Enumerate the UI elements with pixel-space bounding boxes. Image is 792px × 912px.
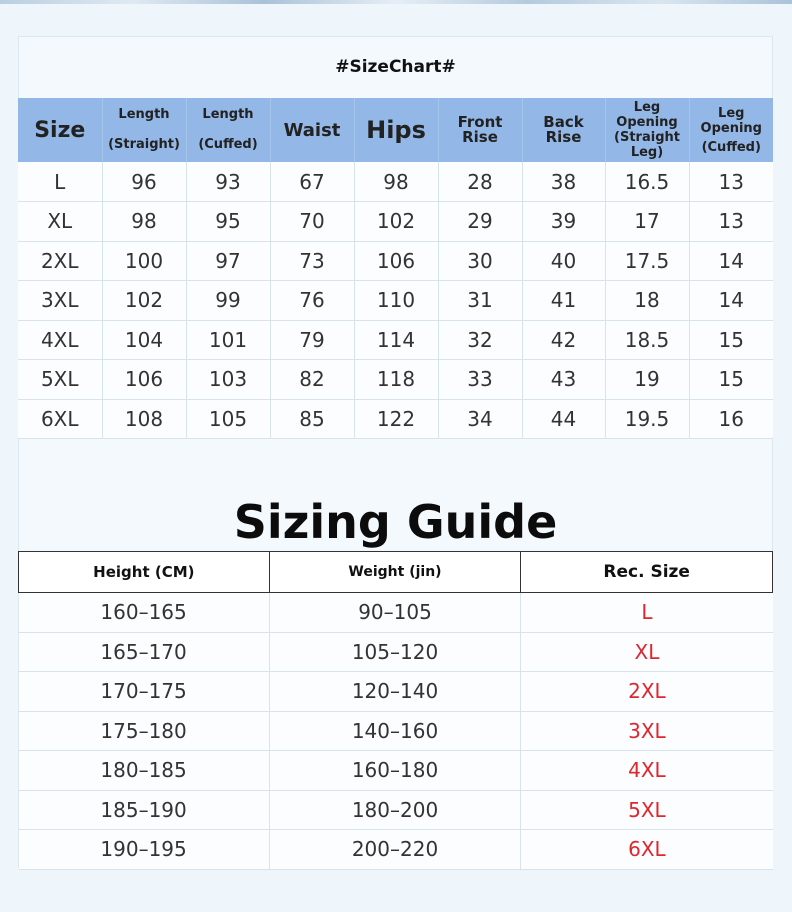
size-chart-cell: 15: [689, 360, 773, 400]
size-chart-row: [18, 320, 773, 360]
size-chart-cell: 14: [689, 241, 773, 281]
header-label-line: Back: [543, 113, 584, 131]
header-label-line: (Straight): [108, 137, 180, 152]
sizing-guide-cell: 200–220: [269, 830, 521, 870]
size-chart-cell: 44: [522, 399, 605, 439]
size-chart-cell: 15: [689, 320, 773, 360]
header-label-line: Opening: [700, 120, 762, 136]
size-chart-cell: 70: [270, 202, 354, 242]
size-chart-cell: 32: [438, 320, 522, 360]
size-chart-cell: 106: [354, 241, 438, 281]
header-rec-size: Rec. Size: [521, 552, 773, 593]
size-chart-row: [18, 281, 773, 321]
size-chart-table: [18, 98, 773, 439]
header-label-line: (Cuffed): [701, 139, 761, 155]
header-label-line: Leg: [633, 100, 661, 115]
size-chart-cell: 118: [354, 360, 438, 400]
size-chart-cell: 73: [270, 241, 354, 281]
sizing-guide-cell: 180–185: [19, 751, 270, 791]
size-chart-row: [18, 162, 773, 202]
size-chart-cell: 85: [270, 399, 354, 439]
size-chart-cell: 16: [689, 399, 773, 439]
sizing-guide-cell: 185–190: [19, 790, 270, 830]
size-chart-header-row: [18, 98, 773, 162]
size-chart-body: [18, 162, 773, 439]
size-chart-cell: 96: [102, 162, 186, 202]
size-chart-row: [18, 241, 773, 281]
recommended-size-cell: 2XL: [521, 672, 773, 712]
size-chart-cell: 98: [102, 202, 186, 242]
size-chart-cell: 19: [605, 360, 689, 400]
size-chart-cell: 102: [102, 281, 186, 321]
size-chart-cell: 16.5: [605, 162, 689, 202]
size-chart-cell: 31: [438, 281, 522, 321]
header-label-line: Leg): [630, 145, 664, 160]
header-front-rise: [438, 98, 522, 162]
header-label-line: Length: [202, 107, 254, 122]
size-chart-cell: 110: [354, 281, 438, 321]
recommended-size-cell: 6XL: [521, 830, 773, 870]
recommended-size-cell: 5XL: [521, 790, 773, 830]
size-chart-cell: 105: [186, 399, 270, 439]
size-chart-cell: 18.5: [605, 320, 689, 360]
size-chart-cell: 97: [186, 241, 270, 281]
sizing-guide-cell: 105–120: [269, 632, 521, 672]
size-chart-cell: 67: [270, 162, 354, 202]
header-waist: [270, 98, 354, 162]
size-chart-row: [18, 360, 773, 400]
header-length-straight: [102, 98, 186, 162]
sizing-guide-cell: 190–195: [19, 830, 270, 870]
size-chart-cell: 17.5: [605, 241, 689, 281]
sizing-guide-row: [19, 672, 773, 712]
size-chart-cell: 79: [270, 320, 354, 360]
size-chart-cell: 98: [354, 162, 438, 202]
header-weight: Weight (jin): [269, 552, 521, 593]
header-label-line: Hips: [366, 116, 426, 144]
size-chart-cell: 38: [522, 162, 605, 202]
sizing-guide-row: [19, 711, 773, 751]
size-chart-cell: 122: [354, 399, 438, 439]
sizing-guide-title: Sizing Guide: [233, 495, 558, 549]
sizing-guide-cell: 160–165: [19, 593, 270, 633]
size-chart-cell: 39: [522, 202, 605, 242]
size-chart-cell: 18: [605, 281, 689, 321]
size-chart-cell: 99: [186, 281, 270, 321]
recommended-size-cell: L: [521, 593, 773, 633]
size-chart-cell: 95: [186, 202, 270, 242]
size-chart-title: #SizeChart#: [335, 57, 456, 77]
size-chart-cell: 13: [689, 202, 773, 242]
size-chart-cell: 100: [102, 241, 186, 281]
header-label-line: Rise: [462, 128, 498, 146]
size-chart-cell: 6XL: [18, 399, 102, 439]
sizing-guide-cell: 175–180: [19, 711, 270, 751]
size-chart-cell: 82: [270, 360, 354, 400]
size-chart-cell: 93: [186, 162, 270, 202]
sizing-guide-cell: 120–140: [269, 672, 521, 712]
size-chart-cell: 114: [354, 320, 438, 360]
size-chart-cell: 13: [689, 162, 773, 202]
header-leg-opening-cuffed: [689, 98, 773, 162]
header-back-rise: [522, 98, 605, 162]
header-size-label: Size: [34, 117, 86, 143]
sizing-guide-table: [18, 551, 773, 870]
size-chart-cell: 14: [689, 281, 773, 321]
top-image-strip: [0, 0, 792, 4]
size-chart-cell: 42: [522, 320, 605, 360]
sizing-guide-row: [19, 830, 773, 870]
size-chart-cell: 43: [522, 360, 605, 400]
size-chart-row: [18, 399, 773, 439]
header-leg-opening-straight: [605, 98, 689, 162]
size-chart-cell: 33: [438, 360, 522, 400]
size-chart-cell: XL: [18, 202, 102, 242]
size-chart-cell: 28: [438, 162, 522, 202]
header-label-line: (Cuffed): [198, 137, 258, 152]
size-chart-cell: 104: [102, 320, 186, 360]
sizing-guide-cell: 160–180: [269, 751, 521, 791]
size-chart-cell: 5XL: [18, 360, 102, 400]
header-label-line: Opening: [616, 115, 678, 130]
size-chart-cell: 17: [605, 202, 689, 242]
header-label-line: Rise: [545, 128, 582, 146]
size-chart-cell: 41: [522, 281, 605, 321]
sizing-guide-body: [19, 593, 773, 870]
header-label-line: Length: [118, 107, 170, 122]
size-chart-cell: 2XL: [18, 241, 102, 281]
sizing-guide-cell: 140–160: [269, 711, 521, 751]
sizing-guide-row: [19, 790, 773, 830]
size-chart-row: [18, 202, 773, 242]
header-label-line: Front: [457, 113, 503, 131]
size-chart-cell: 3XL: [18, 281, 102, 321]
header-label-line: Leg: [718, 105, 745, 121]
sizing-guide-header-row: [19, 552, 773, 593]
header-label-line: Waist: [283, 119, 341, 141]
size-chart-cell: 4XL: [18, 320, 102, 360]
header-hips: [354, 98, 438, 162]
size-chart-cell: 40: [522, 241, 605, 281]
size-chart-cell: 76: [270, 281, 354, 321]
size-chart-cell: L: [18, 162, 102, 202]
header-height: Height (CM): [19, 552, 270, 593]
size-chart-cell: 106: [102, 360, 186, 400]
recommended-size-cell: XL: [521, 632, 773, 672]
sizing-guide-cell: 170–175: [19, 672, 270, 712]
recommended-size-cell: 4XL: [521, 751, 773, 791]
sizing-guide-cell: 180–200: [269, 790, 521, 830]
size-chart-cell: 108: [102, 399, 186, 439]
size-chart-cell: 30: [438, 241, 522, 281]
recommended-size-cell: 3XL: [521, 711, 773, 751]
size-chart-cell: 34: [438, 399, 522, 439]
header-size: [18, 98, 102, 162]
sizing-guide-row: [19, 751, 773, 791]
header-label-line: (Straight: [614, 130, 680, 145]
size-chart-cell: 19.5: [605, 399, 689, 439]
size-chart-cell: 101: [186, 320, 270, 360]
sizing-guide-cell: 165–170: [19, 632, 270, 672]
size-chart-cell: 29: [438, 202, 522, 242]
size-chart-cell: 102: [354, 202, 438, 242]
header-length-cuffed: [186, 98, 270, 162]
sizing-guide-cell: 90–105: [269, 593, 521, 633]
size-chart-cell: 103: [186, 360, 270, 400]
sizing-guide-row: [19, 632, 773, 672]
sizing-guide-row: [19, 593, 773, 633]
